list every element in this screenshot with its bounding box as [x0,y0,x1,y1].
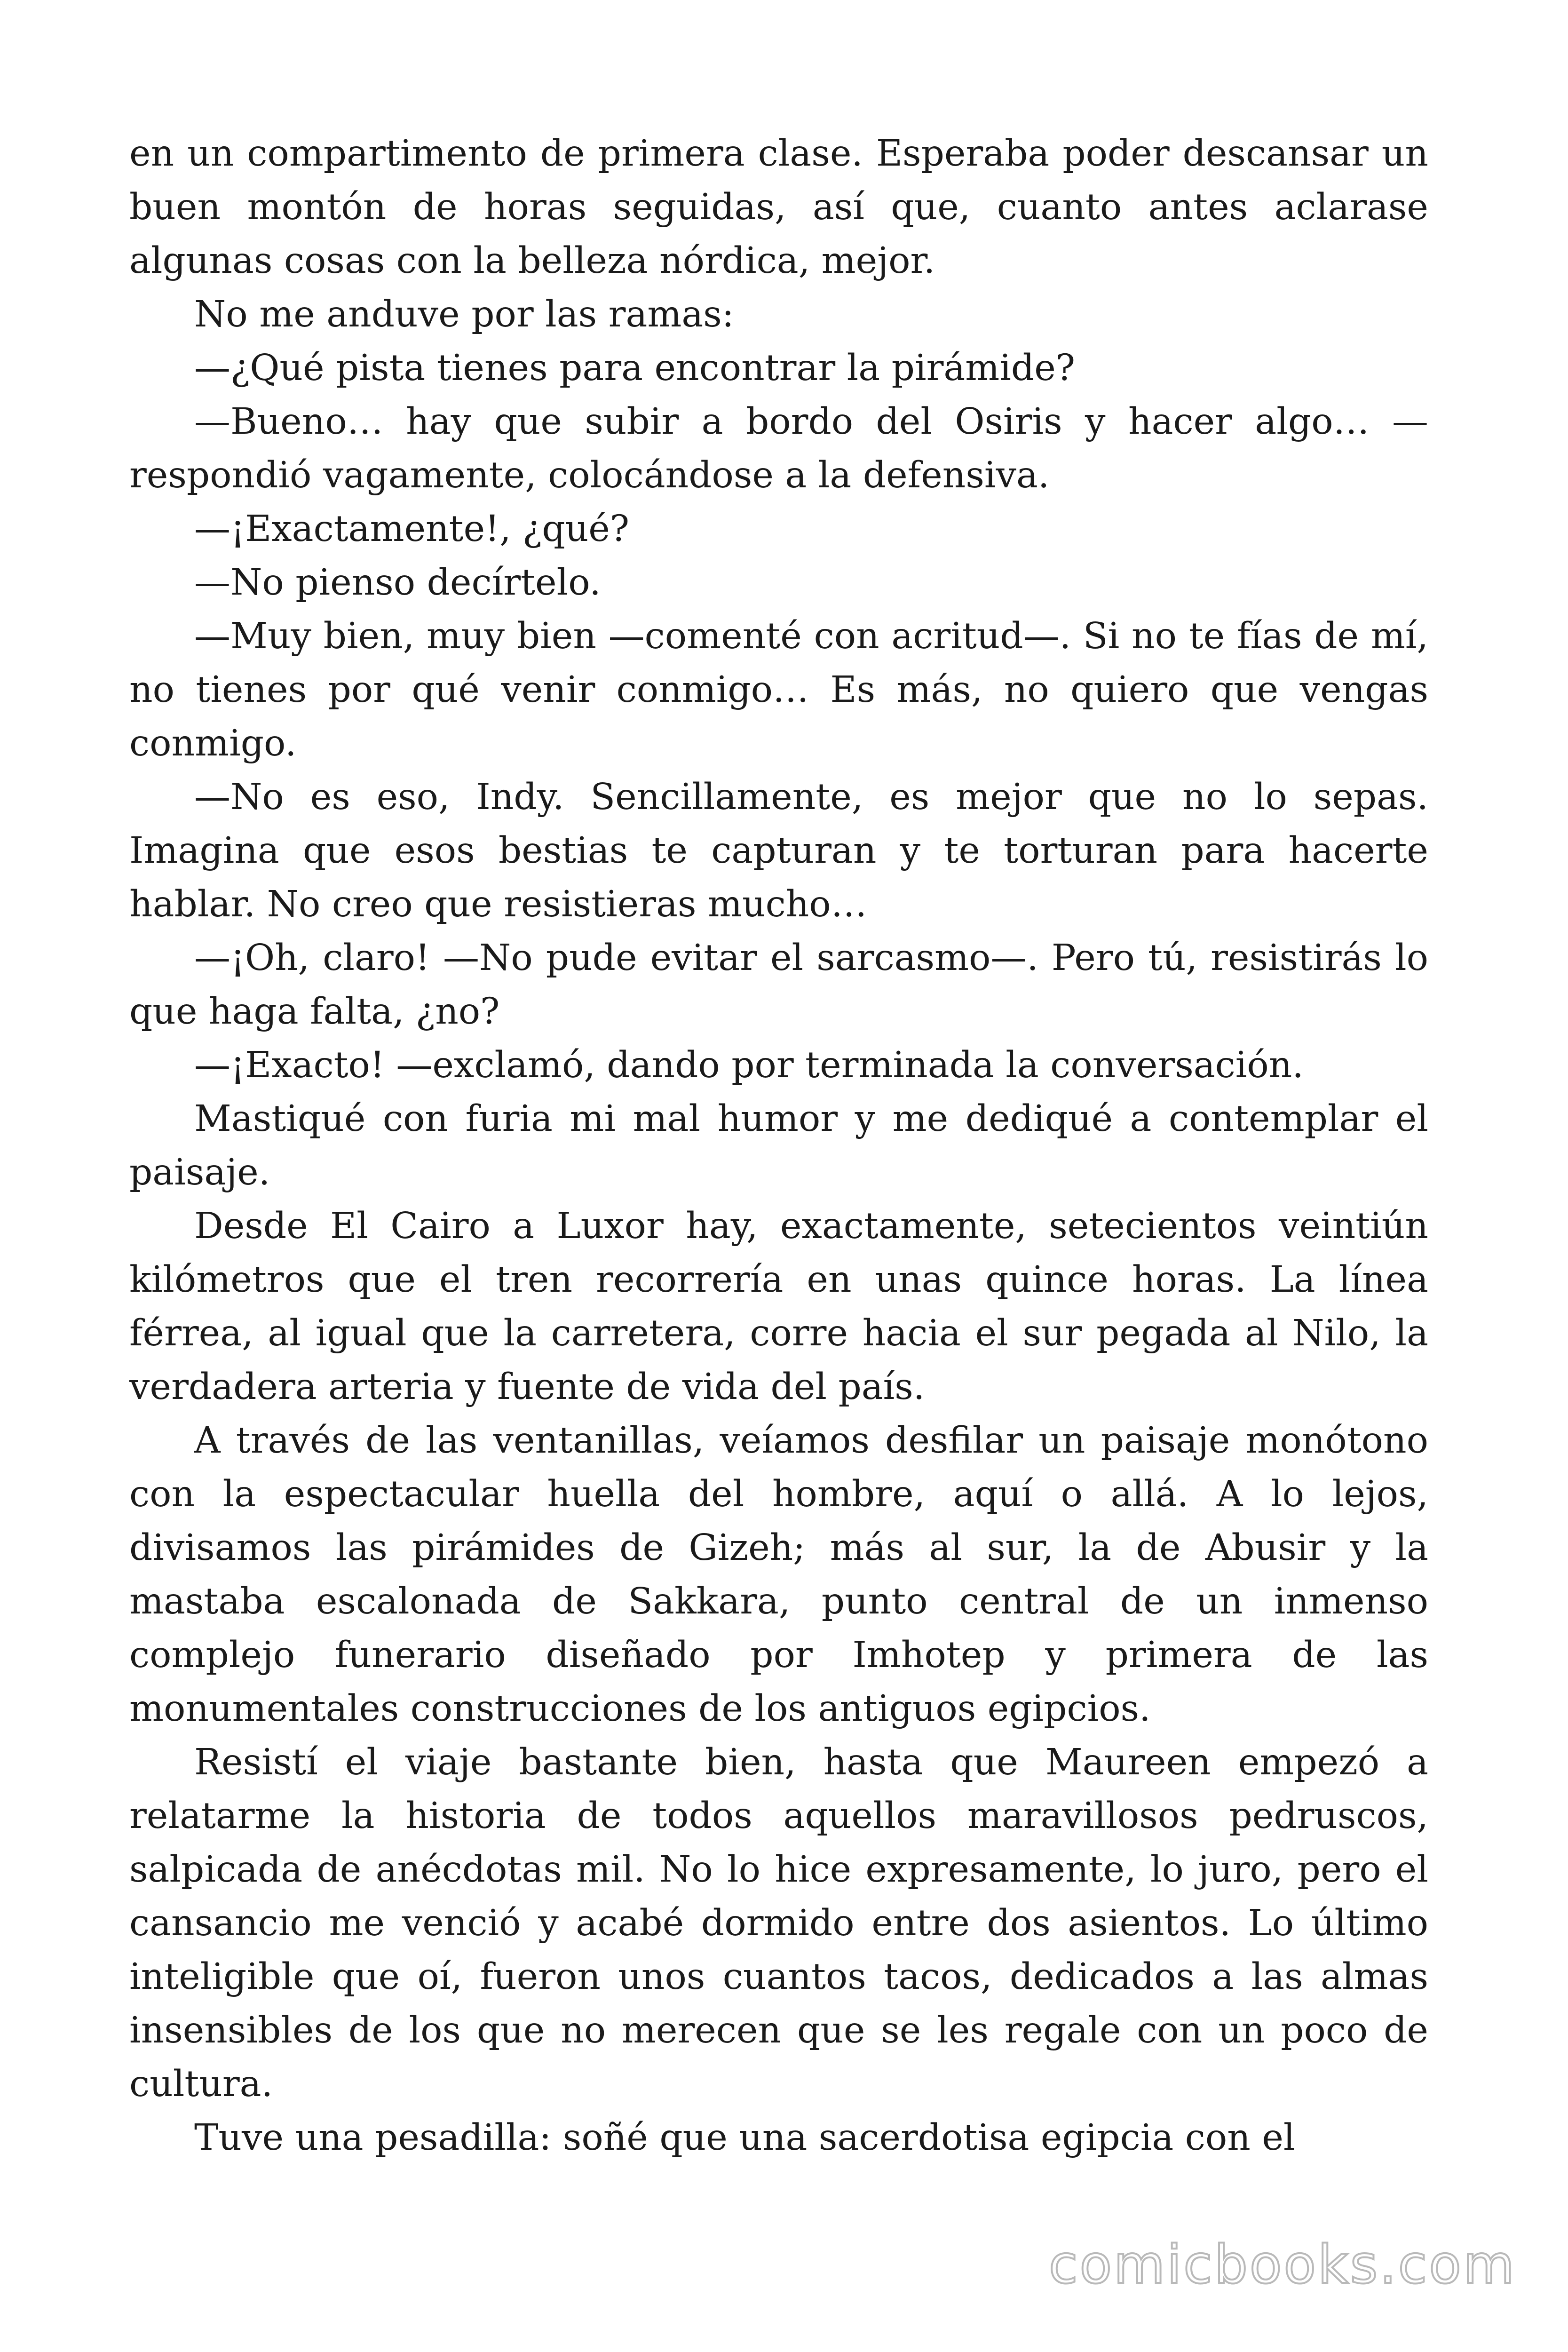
paragraph-8: —No es eso, Indy. Sencillamente, es mejor que no lo sepas. Imagina que esos bestias te capturan y te torturan para hacerte hablar. No creo que resistieras mucho… [129,776,1428,925]
paragraph-6: —No pienso decírtelo. [194,562,601,604]
paragraph-11: Mastiqué con furia mi mal humor y me dediqué a contemplar el paisaje. [129,1098,1428,1193]
paragraph-1: en un compartimento de primera clase. Esperaba poder descansar un buen montón de horas seguidas, así que, cuanto antes aclarase algunas cosas con la belleza nórdica, mejor. [129,133,1428,282]
paragraph-7: —Muy bien, muy bien —comenté con acritud—. Si no te fías de mí, no tienes por qué venir conmigo… Es más, no quiero que vengas conmigo. [129,615,1428,764]
paragraph-5: —¡Exactamente!, ¿qué? [194,508,630,550]
paragraph-2: No me anduve por las ramas: [194,294,734,335]
paragraph-14: Resistí el viaje bastante bien, hasta que Maureen empezó a relatarme la historia de todos aquellos maravillosos pedruscos, salpicada de anécdotas mil. No lo hice expresamente, lo juro, pero el cansancio me venció y acabé dormido entre dos asientos. Lo último inteligible que oí, fueron unos cuantos tacos, dedicados a las almas insensibles de los que no merecen que se les regale con un poco de cultura. [129,1741,1428,2105]
paragraph-15: Tuve una pesadilla: soñé que una sacerdotisa egipcia con el [194,2117,1295,2159]
paragraph-12: Desde El Cairo a Luxor hay, exactamente, setecientos veintiún kilómetros que el tren recorrería en unas quince horas. La línea férrea, al igual que la carretera, corre hacia el sur pegada al Nilo, la verdadera arteria y fuente de vida del país. [129,1205,1428,1408]
watermark: comicbooks.com [1048,2234,1516,2296]
book-page-text [129,127,1428,2244]
paragraph-10: —¡Exacto! —exclamó, dando por terminada la conversación. [194,1044,1304,1086]
paragraph-3: —¿Qué pista tienes para encontrar la pirámide? [194,347,1076,389]
paragraph-4: —Bueno… hay que subir a bordo del Osiris y hacer algo… —respondió vagamente, colocándose a la defensiva. [129,401,1428,496]
paragraph-9: —¡Oh, claro! —No pude evitar el sarcasmo—. Pero tú, resistirás lo que haga falta, ¿no? [129,937,1428,1033]
paragraph-13: A través de las ventanillas, veíamos desfilar un paisaje monótono con la espectacular huella del hombre, aquí o allá. A lo lejos, divisamos las pirámides de Gizeh; más al sur, la de Abusir y la mastaba escalonada de Sakkara, punto central de un inmenso complejo funerario diseñado por Imhotep y primera de las monumentales construcciones de los antiguos egipcios. [129,1420,1428,1730]
